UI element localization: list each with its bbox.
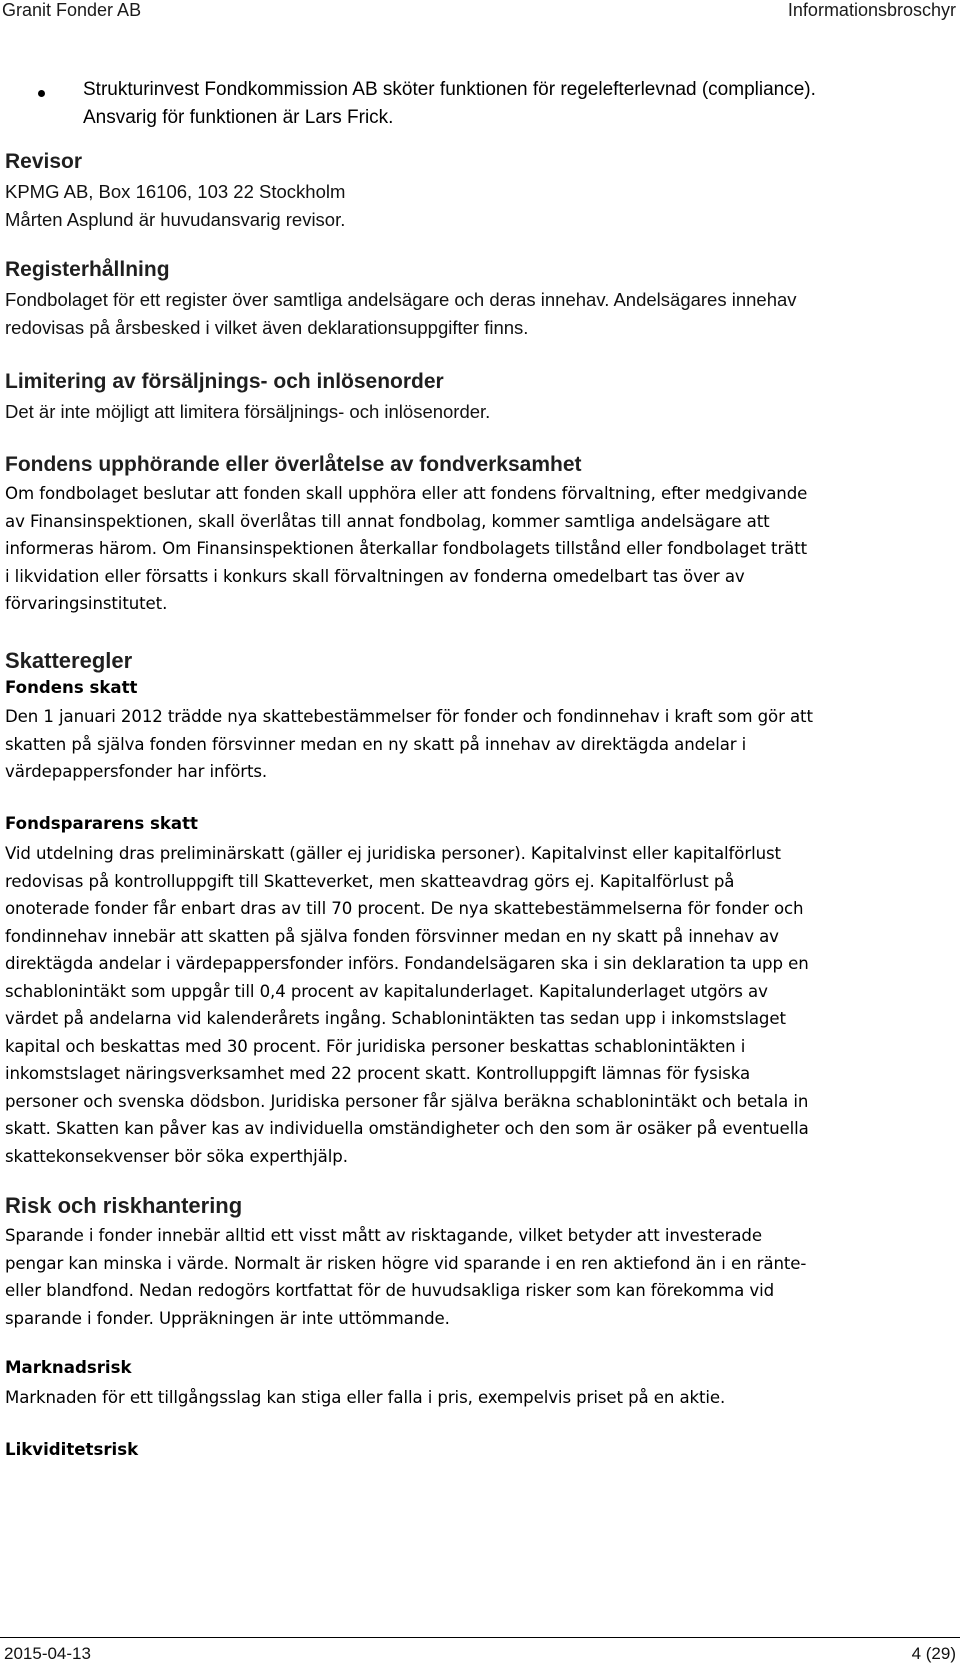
text-line: fondinnehav innebär att skatten på själva fonden försvinner medan en ny skatt på innehav av [5, 926, 779, 946]
limitering-text [5, 398, 955, 426]
text-line: förvaringsinstitutet. [5, 594, 168, 613]
text-line: Sparande i fonder innebär alltid ett visst mått av risktagande, vilket betyder att investerade [5, 1226, 762, 1245]
revisor-line-2: Mårten Asplund är huvudansvarig revisor. [5, 209, 346, 230]
text-line: skatten på själva fonden försvinner medan en ny skatt på innehav av direktägda andelar i [5, 734, 747, 754]
text-line: skattekonsekvenser bör söka experthjälp. [5, 1146, 348, 1166]
heading-risk: Risk och riskhantering [5, 1193, 243, 1218]
registerhallning-line-1: Fondbolaget för ett register över samtliga andelsägare och deras innehav. Andelsägares innehav [5, 289, 797, 310]
risk-text [5, 1222, 955, 1332]
bullet-icon [38, 90, 45, 97]
bullet-text [83, 76, 953, 132]
text-line: i likvidation eller försatts i konkurs skall förvaltningen av fonderna omedelbart tas över av [5, 566, 745, 586]
header-company-name: Granit Fonder AB [2, 0, 142, 20]
text-line: värdepappersfonder har införts. [5, 762, 268, 781]
footer-page-number: 4 (29) [911, 1644, 956, 1663]
heading-registerhallning: Registerhållning [5, 258, 170, 281]
text-line: Marknaden för ett tillgångsslag kan stiga eller falla i pris, exempelvis priset på en aktie. [5, 1388, 726, 1407]
heading-upphorande: Fondens upphörande eller överlåtelse av fondverksamhet [5, 453, 582, 476]
heading-skatteregler: Skatteregler [5, 648, 133, 673]
bullet-line-1: Strukturinvest Fondkommission AB sköter funktionen för regelefterlevnad (compliance). [83, 79, 816, 100]
upphorande-text [5, 480, 955, 618]
text-line: kapital och beskattas med 30 procent. För juridiska personer beskattas schablonintäkten i [5, 1036, 746, 1056]
text-line: värdet på andelarna vid kalenderårets ingång. Schablonintäkten tas sedan upp i inkomstslaget [5, 1009, 786, 1028]
text-line: schablonintäkt som uppgår till 0,4 procent av kapitalunderlaget. Kapitalunderlaget utgörs av [5, 981, 768, 1001]
text-line: redovisas på kontrolluppgift till Skatteverket, men skatteavdrag görs ej. Kapitalförlust på [5, 871, 735, 891]
heading-revisor: Revisor [5, 150, 83, 173]
text-line: pengar kan minska i värde. Normalt är risken högre vid sparande i en ren aktiefond än i en ränte- [5, 1253, 807, 1273]
text-line: Den 1 januari 2012 trädde nya skattebestämmelser för fonder och fondinnehav i kraft som gör att [5, 707, 813, 726]
text-line: informeras härom. Om Finansinspektionen återkallar fondbolagets tillstånd eller fondbolaget trätt [5, 539, 808, 558]
subheading-fondspararens-skatt: Fondspararens skatt [5, 814, 198, 833]
marknadsrisk-text [5, 1384, 955, 1412]
revisor-text [5, 178, 955, 234]
revisor-line-1: KPMG AB, Box 16106, 103 22 Stockholm [5, 181, 346, 202]
text-line: personer och svenska dödsbon. Juridiska personer får själva beräkna schablonintäkt och betala in [5, 1091, 809, 1111]
text-line: direktägda andelar i värdepappersfonder införs. Fondandelsägaren ska i sin deklaration ta upp en [5, 954, 809, 973]
text-line: av Finansinspektionen, skall överlåtas till annat fondbolag, kommer samtliga andelsägare att [5, 511, 770, 531]
registerhallning-text [5, 286, 955, 342]
registerhallning-line-2: redovisas på årsbesked i vilket även deklarationsuppgifter finns. [5, 317, 529, 338]
text-line: eller blandfond. Nedan redogörs kortfattat för de huvudsakliga risker som kan förekomma vid [5, 1281, 775, 1300]
text-line: inkomstslaget näringsverksamhet med 22 procent skatt. Kontrolluppgift lämnas för fysiska [5, 1064, 751, 1083]
subheading-likviditetsrisk: Likviditetsrisk [5, 1440, 139, 1459]
subheading-fondens-skatt: Fondens skatt [5, 678, 138, 697]
page-header [0, 0, 960, 24]
text-line: Om fondbolaget beslutar att fonden skall upphöra eller att fondens förvaltning, efter medgivande [5, 484, 808, 503]
text-line: onoterade fonder får enbart dras av till 70 procent. De nya skattebestämmelserna för fonder och [5, 899, 804, 918]
heading-limitering: Limitering av försäljnings- och inlösenorder [5, 370, 444, 393]
fondens-skatt-text [5, 703, 955, 786]
text-line: Vid utdelning dras preliminärskatt (gäller ej juridiska personer). Kapitalvinst eller kapitalförlust [5, 844, 781, 863]
limitering-line-1: Det är inte möjligt att limitera försäljnings- och inlösenorder. [5, 401, 491, 422]
subheading-marknadsrisk: Marknadsrisk [5, 1358, 132, 1377]
footer-date: 2015-04-13 [4, 1644, 91, 1663]
bullet-line-2: Ansvarig för funktionen är Lars Frick. [83, 107, 394, 128]
text-line: sparande i fonder. Uppräkningen är inte uttömmande. [5, 1308, 450, 1328]
text-line: skatt. Skatten kan påver kas av individuella omständigheter och den som är osäker på eventuella [5, 1119, 809, 1138]
fondspararens-skatt-text [5, 840, 955, 1170]
footer-divider [0, 1637, 960, 1638]
header-document-title: Informationsbroschyr [787, 0, 956, 20]
